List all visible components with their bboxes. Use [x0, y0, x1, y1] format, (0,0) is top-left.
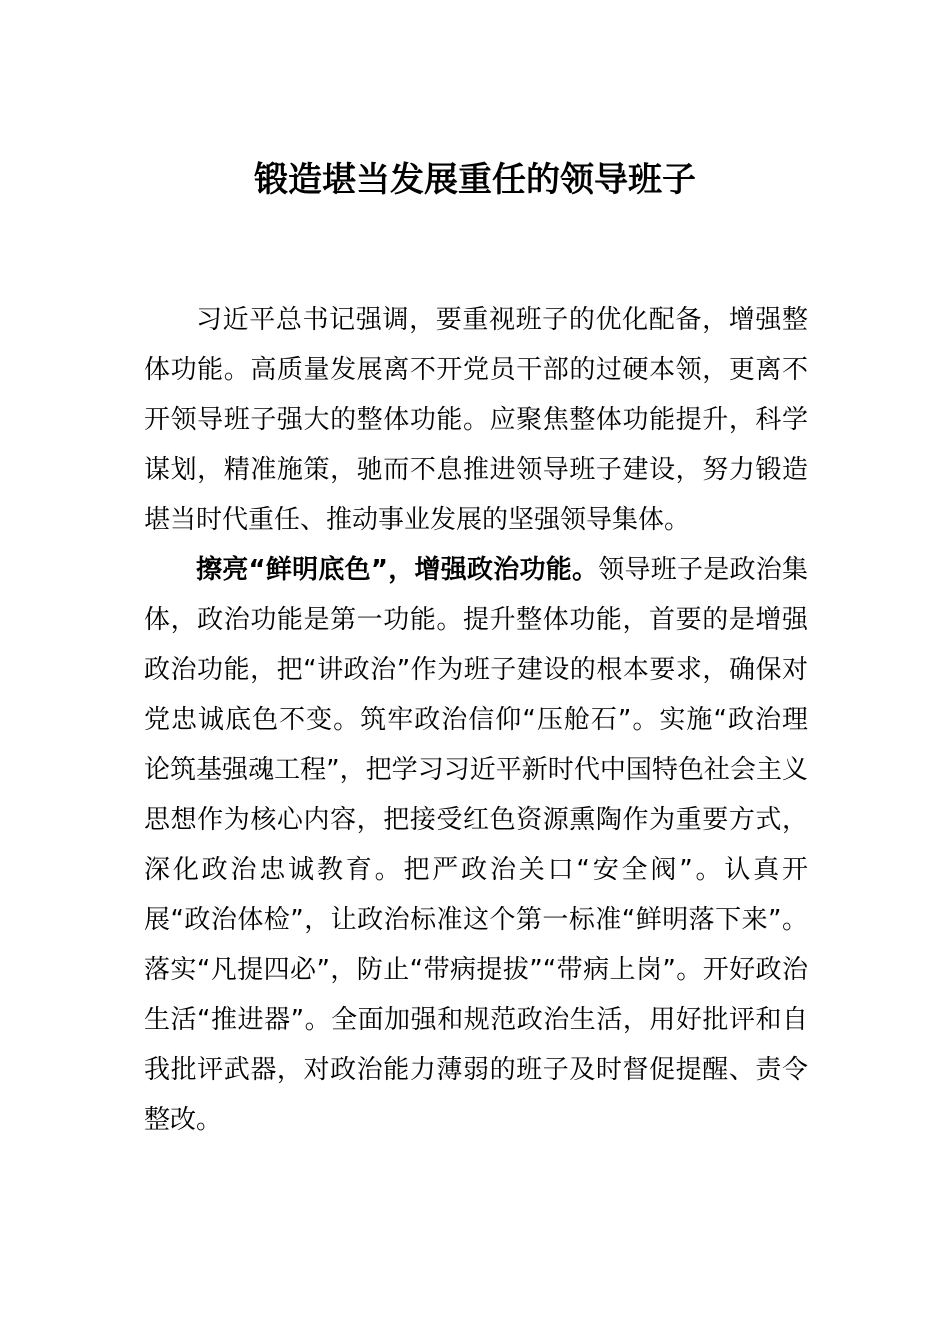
document-title: 锻造堪当发展重任的领导班子 — [254, 160, 696, 200]
paragraph-intro — [144, 295, 808, 545]
paragraph-lead-heading: 擦亮“鲜明底色”，增强政治功能。 — [196, 555, 599, 585]
paragraph-political-function — [144, 545, 808, 1145]
paragraph-political-function-text: 领导班子是政治集体，政治功能是第一功能。提升整体功能，首要的是增强政治功能，把“讲政治”作为班子建设的根本要求，确保对党忠诚底色不变。筑牢政治信仰“压舱石”。实施“政治理论筑基强魂工程”，把学习习近平新时代中国特色社会主义思想作为核心内容，把接受红色资源熏陶作为重要方式，深化政治忠诚教育。把严政治关口“安全阀”。认真开展“政治体检”，让政治标准这个第一标准“鲜明落下来”。落实“凡提四必”，防止“带病提拔”“带病上岗”。开好政治生活“推进器”。全面加强和规范政治生活，用好批评和自我批评武器，对政治能力薄弱的班子及时督促提醒、责令整改。 — [144, 555, 808, 1135]
paragraph-intro-text: 习近平总书记强调，要重视班子的优化配备，增强整体功能。高质量发展离不开党员干部的过硬本领，更离不开领导班子强大的整体功能。应聚焦整体功能提升，科学谋划，精准施策，驰而不息推进领导班子建设，努力锻造堪当时代重任、推动事业发展的坚强领导集体。 — [144, 305, 808, 535]
